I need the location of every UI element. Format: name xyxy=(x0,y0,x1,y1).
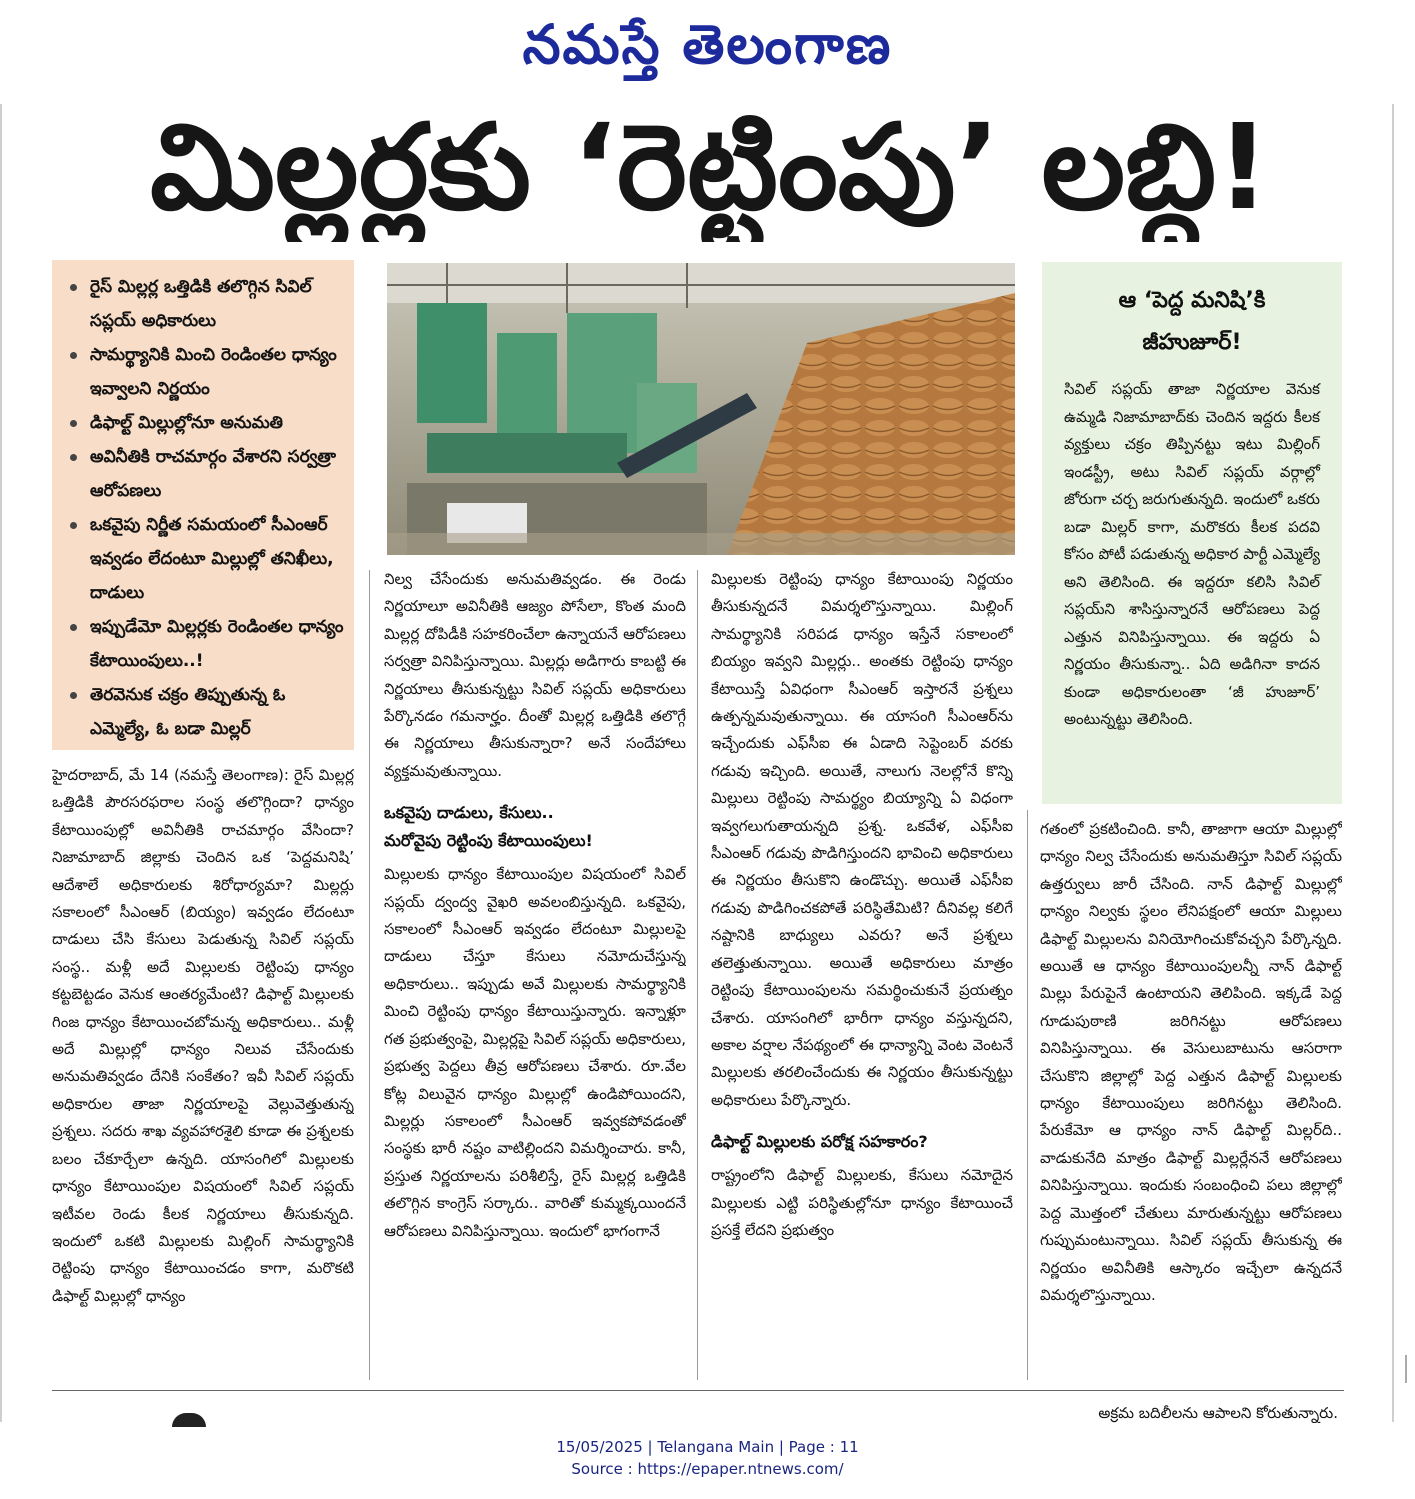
footer-date-edition: 15/05/2025 | Telangana Main | Page : 11 xyxy=(556,1438,859,1456)
column-divider xyxy=(697,570,698,1380)
page-edge-mark xyxy=(1405,1355,1413,1383)
newspaper-masthead: నమస్తే తెలంగాణ xyxy=(522,13,893,76)
highlight-item: డిఫాల్ట్ మిల్లుల్లోనూ అనుమతి xyxy=(70,406,344,440)
sidebar-title xyxy=(1064,280,1320,364)
column-2-subhead-line2: మరోవైపు రెట్టింపు కేటాయింపులు! xyxy=(384,831,593,851)
column-3-text-a: మిల్లులకు రెట్టింపు ధాన్యం కేటాయింపు నిర్ణయం తీసుకున్నదనే విమర్శలొస్తున్నాయి. మిల్లింగ్ సామర్థ్యానికి సరిపడ ధాన్యం ఇస్తేనే సకాలంలో బియ్యం ఇవ్వని మిల్లర్లు.. అంతకు రెట్టింపు ధాన్యం కేటాయిస్తే ఏవిధంగా సీఎంఆర్ ఇస్తారనే ప్రశ్నలు ఉత్పన్నమవుతున్నాయి. ఈ యాసంగి సీఎంఆర్‌ను ఇచ్చేందుకు ఎఫ్‌సీఐ ఈ ఏడాది సెప్టెంబర్ వరకు గడువు ఇచ్చింది. అయితే, నాలుగు నెలల్లోనే కొన్ని మిల్లులు రెట్టింపు సామర్థ్యం బియ్యాన్ని ఏ విధంగా ఇవ్వగలుగుతాయన్నది ప్రశ్న. ఒకవేళ, ఎఫ్‌సీఐ సీఎంఆర్ గడువు పొడిగిస్తుందని భావించి అధికారులు ఈ నిర్ణయం తీసుకొని ఉండొచ్చు. అయితే ఎఫ్‌సీఐ గడువు పొడిగించకపోతే పరిస్థితేమిటి? దీనివల్ల కలిగే నష్టానికి బాధ్యులు ఎవరు? అనే ప్రశ్నలు తలెత్తుతున్నాయి. అయితే అధికారులు మాత్రం రెట్టింపు కేటాయింపులను సమర్థించుకునే ప్రయత్నం చేశారు. యాసంగిలో భారీగా ధాన్యం వస్తున్నదని, అకాల వర్షాల నేపథ్యంలో ఈ ధాన్యాన్ని వెంట వెంటనే మిల్లులకు తరలించేందుకు ఈ నిర్ణయం తీసుకున్నట్టు అధికారులు పేర్కొన్నారు. xyxy=(711,570,1013,1109)
sidebar-body: సివిల్ సప్లయ్ తాజా నిర్ణయాల వెనుక ఉమ్మడి నిజామాబాద్‌కు చెందిన ఇద్దరు కీలక వ్యక్తులు చక్రం తిప్పినట్టు ఇటు మిల్లింగ్ ఇండస్ట్రీ, అటు సివిల్ సప్లయ్ వర్గాల్లో జోరుగా చర్చ జరుగుతున్నది. ఇందులో ఒకరు బడా మిల్లర్ కాగా, మరొకరు కీలక పదవి కోసం పోటీ పడుతున్న అధికార పార్టీ ఎమ్మెల్యే అని తెలిసింది. ఈ ఇద్దరూ కలిసి సివిల్ సప్లయ్‌ని శాసిస్తున్నారనే ఆరోపణలు పెద్ద ఎత్తున వినిపిస్తున్నాయి. ఈ ఇద్దరు ఏ నిర్ణయం తీసుకున్నా.. ఏది అడిగినా కాదన కుండా అధికారులంతా ‘జీ హుజూర్’ అంటున్నట్టు తెలిసింది. xyxy=(1064,380,1320,728)
highlight-item: ఒకవైపు నిర్ణీత సమయంలో సీఎంఆర్ ఇవ్వడం లేదంటూ మిల్లుల్లో తనిఖీలు, దాడులు xyxy=(70,508,344,610)
highlight-item: ఇప్పుడేమో మిల్లర్లకు రెండింతల ధాన్యం కేటాయింపులు..! xyxy=(70,610,344,678)
article-column-2 xyxy=(384,566,686,1381)
column-divider xyxy=(369,570,370,1380)
column-4-text: గతంలో ప్రకటించింది. కానీ, తాజాగా ఆయా మిల్లుల్లో ధాన్యం నిల్వ చేసేందుకు అనుమతిస్తూ సివిల్ సప్లయ్ ఉత్తర్వులు జారీ చేసింది. నాన్ డిఫాల్ట్ మిల్లుల్లో ధాన్యం నిల్వకు స్థలం లేనిపక్షంలో ఆయా మిల్లులు డిఫాల్ట్ మిల్లులను వినియోగించుకోవచ్చని పేర్కొన్నది. అయితే ఆ ధాన్యం కేటాయింపులన్నీ నాన్ డిఫాల్ట్ మిల్లు పేరుపైనే ఉంటాయని తెలిపింది. ఇక్కడే పెద్ద గూడుపుఠాణి జరిగినట్టు ఆరోపణలు వినిపిస్తున్నాయి. ఈ వెసులుబాటును ఆసరాగా చేసుకొని జిల్లాల్లో పెద్ద ఎత్తున డిఫాల్ట్ మిల్లులకు ధాన్యం కేటాయింపులు జరిగినట్టు తెలిసింది. పేరుకేమో ఆ ధాన్యం నాన్ డిఫాల్ట్ మిల్లర్‌ది.. వాడుకునేది మాత్రం డిఫాల్ట్ మిల్లర్లేననే ఆరోపణలు వినిపిస్తున్నాయి. ఇందుకు సంబంధించి పలు జిల్లాల్లో పెద్ద మొత్తంలో చేతులు మారుతున్నట్టు ఆరోపణలు గుప్పుమంటున్నాయి. సివిల్ సప్లయ్ తీసుకున్న ఈ నిర్ణయం అవినీతికి ఆస్కారం ఇచ్చేలా ఉన్నదనే విమర్శలొస్తున్నాయి. xyxy=(1040,820,1342,1304)
rice-mill-image xyxy=(387,263,1015,555)
article-column-3 xyxy=(711,566,1013,1381)
next-article-text: అక్రమ బదిలీలను ఆపాలని కోరుతున్నారు. xyxy=(1098,1404,1338,1422)
column-1-text: హైదరాబాద్, మే 14 (నమస్తే తెలంగాణ): రైస్ మిల్లర్ల ఒత్తిడికి పౌరసరఫరాల సంస్థ తలొగ్గిందా? ధాన్యం కేటాయింపుల్లో అవినీతికి రాచమార్గం వేసిందా? నిజామాబాద్ జిల్లాకు చెందిన ఒక ‘పెద్దమనిషి’ ఆదేశాలే అధికారులకు శిరోధార్యమా? మిల్లర్లు సకాలంలో సీఎంఆర్ (బియ్యం) ఇవ్వడం లేదంటూ దాడులు చేసి కేసులు పెడుతున్న సివిల్ సప్లయ్ సంస్థ.. మళ్లీ అదే మిల్లులకు రెట్టింపు ధాన్యం కట్టబెట్టడం వెనుక ఆంతర్యమేంటి? డిఫాల్ట్ మిల్లులకు గింజ ధాన్యం కేటాయించబోమన్న అధికారులు.. మళ్లీ అదే మిల్లుల్లో ధాన్యం నిలువ చేసేందుకు అనుమతివ్వడం దేనికి సంకేతం? ఇవీ సివిల్ సప్లయ్ అధికారుల తాజా నిర్ణయాలపై వెల్లువెత్తుతున్న ప్రశ్నలు. సదరు శాఖ వ్యవహారశైలి కూడా ఈ ప్రశ్నలకు బలం చేకూర్చేలా ఉన్నది. యాసంగిలో మిల్లులకు ధాన్యం కేటాయింపుల విషయంలో సివిల్ సప్లయ్ ఇటీవల రెండు కీలక నిర్ణయాలు తీసుకున్నది. ఇందులో ఒకటి మిల్లులకు మిల్లింగ్ సామర్థ్యానికి రెట్టింపు ధాన్యం కేటాయించడం కాగా, మరొకటి డిఫాల్ట్ మిల్లుల్లో ధాన్యం xyxy=(52,766,354,1305)
highlight-item: సామర్థ్యానికి మించి రెండింతల ధాన్యం ఇవ్వాలని నిర్ణయం xyxy=(70,338,344,406)
highlight-item: అవినీతికి రాచమార్గం వేశారని సర్వత్రా ఆరోపణలు xyxy=(70,440,344,508)
column-divider xyxy=(1027,810,1028,1380)
highlight-item: తెరవెనుక చక్రం తిప్పుతున్న ఓ ఎమ్మెల్యే, ఓ బడా మిల్లర్ xyxy=(70,678,344,746)
column-2-subhead-line1: ఒకవైపు దాడులు, కేసులు.. xyxy=(384,803,554,823)
sidebar-title-line2: జీహుజూర్! xyxy=(1142,330,1242,355)
bottom-rule xyxy=(52,1390,1344,1391)
sidebar-box xyxy=(1042,262,1342,804)
highlights-list xyxy=(70,270,344,746)
page-footer xyxy=(0,1436,1415,1480)
article-column-1 xyxy=(52,762,354,1382)
article-headline: మిల్లర్లకు ‘రెట్టింపు’ లబ్ధి! xyxy=(150,98,1270,236)
rice-mill-photo xyxy=(387,263,1015,555)
highlight-item: రైస్ మిల్లర్ల ఒత్తిడికి తలొగ్గిన సివిల్ సప్లయ్ అధికారులు xyxy=(70,270,344,338)
highlights-box xyxy=(52,260,354,750)
footer-source-link[interactable]: Source : https://epaper.ntnews.com/ xyxy=(571,1460,844,1478)
article-column-4 xyxy=(1040,816,1342,1382)
column-3-text-b: రాష్ట్రంలోని డిఫాల్ట్ మిల్లులకు, కేసులు నమోదైన మిల్లులకు ఎట్టి పరిస్థితుల్లోనూ ధాన్యం కేటాయించే ప్రసక్తే లేదని ప్రభుత్వం xyxy=(711,1166,1013,1239)
column-2-subhead xyxy=(384,799,686,855)
column-2-text-b: మిల్లులకు ధాన్యం కేటాయింపుల విషయంలో సివిల్ సప్లయ్ ద్వంద్వ వైఖరి అవలంబిస్తున్నది. ఒకవైపు, సకాలంలో సీఎంఆర్ ఇవ్వడం లేదంటూ మిల్లులపై దాడులు చేస్తూ కేసులు నమోదుచేస్తున్న అధికారులు.. ఇప్పుడు అవే మిల్లులకు సామర్థ్యానికి మించి రెట్టింపు ధాన్యం కేటాయిస్తున్నారు. ఇన్నాళ్లూ గత ప్రభుత్వంపై, మిల్లర్లపై సివిల్ సప్లయ్ అధికారులు, ప్రభుత్వ పెద్దలు తీవ్ర ఆరోపణలు చేశారు. రూ.వేల కోట్ల విలువైన ధాన్యం మిల్లుల్లో ఉండిపోయిందని, మిల్లర్లు సకాలంలో సీఎంఆర్ ఇవ్వకపోవడంతో సంస్థకు భారీ నష్టం వాటిల్లిందని విమర్శించారు. కానీ, ప్రస్తుత నిర్ణయాలను పరిశీలిస్తే, రైస్ మిల్లర్ల ఒత్తిడికి తలొగ్గిన కాంగ్రెస్ సర్కారు.. వారితో కుమ్మక్కయిందనే ఆరోపణలు వినిపిస్తున్నాయి. ఇందులో భాగంగానే xyxy=(384,865,686,1240)
column-3-subhead: డిఫాల్ట్ మిల్లులకు పరోక్ష సహకారం? xyxy=(711,1132,928,1152)
sidebar-title-line1: ఆ ‘పెద్ద మనిషి’కి xyxy=(1118,288,1266,313)
column-2-text-a: నిల్వ చేసేందుకు అనుమతివ్వడం. ఈ రెండు నిర్ణయాలూ అవినీతికి ఆజ్యం పోసేలా, కొంత మంది మిల్లర్ల దోపిడీకి సహకరించేలా ఉన్నాయనే ఆరోపణలు సర్వత్రా వినిపిస్తున్నాయి. మిల్లర్లు అడిగారు కాబట్టి ఈ నిర్ణయాలు తీసుకున్నట్టు సివిల్ సప్లయ్ అధికారులు పేర్కొనడం గమనార్హం. దీంతో మిల్లర్ల ఒత్తిడికి తలొగ్గే ఈ నిర్ణయాలు తీసుకున్నారా? అనే సందేహాలు వ్యక్తమవుతున్నాయి. xyxy=(384,570,686,780)
